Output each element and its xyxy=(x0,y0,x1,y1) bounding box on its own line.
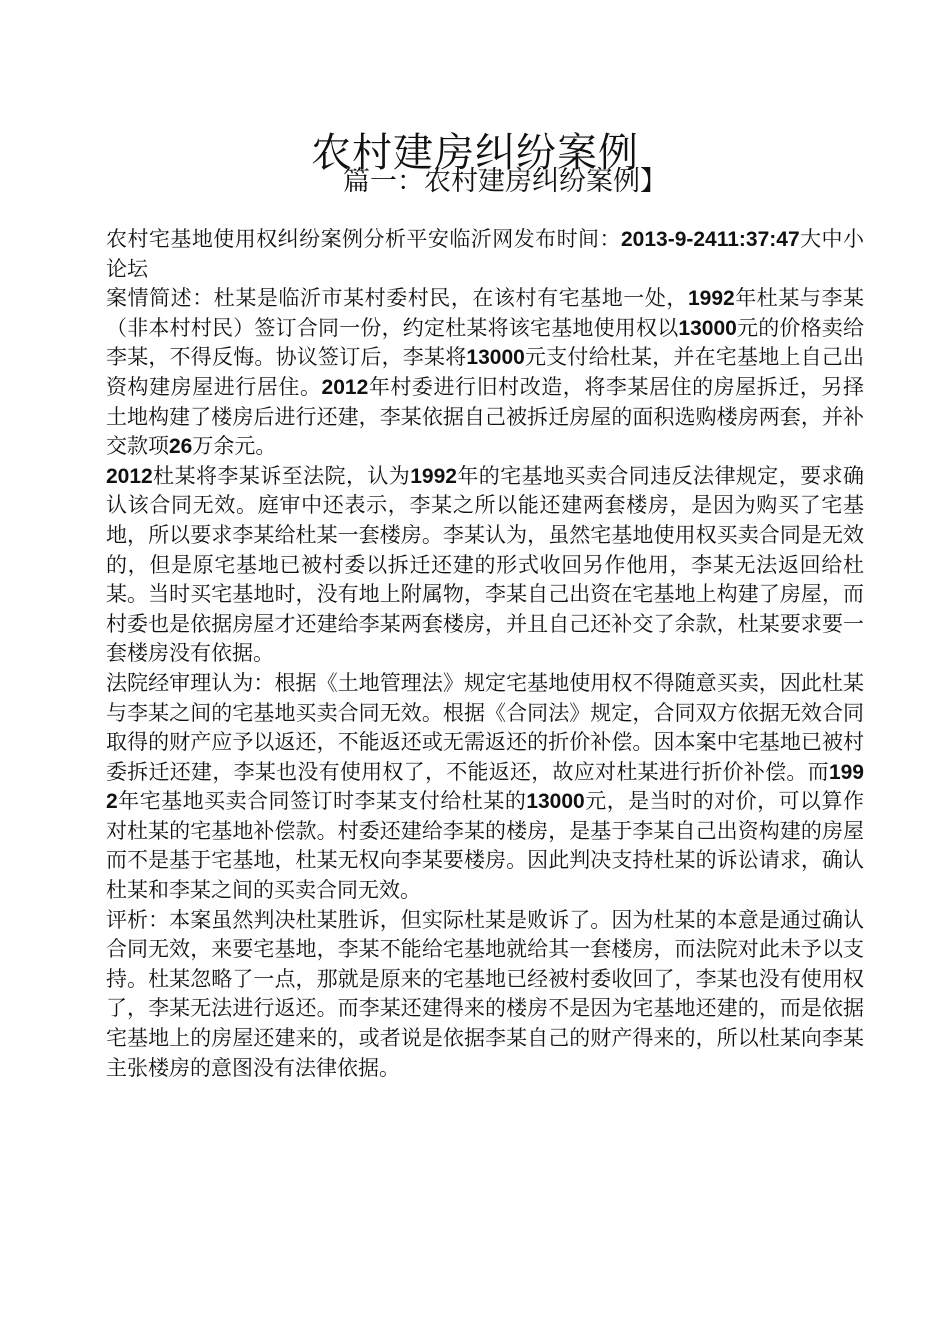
paragraph-commentary: 评析：本案虽然判决杜某胜诉，但实际杜某是败诉了。因为杜某的本意是通过确认合同无效，来要宅基地，李某不能给宅基地就给其一套楼房，而法院对此未予以支持。杜某忽略了一点，那就是原来的宅基地已经被村委收回了，李某也没有使用权了，李某无法进行返还。而李某还建得来的楼房不是因为宅基地还建的，而是依据宅基地上的房屋还建来的，或者说是依据李某自己的财产得来的，所以杜某向李某主张楼房的意图没有法律依据。 xyxy=(106,907,864,1080)
document-subtitle: 篇一：农村建房纠纷案例】 xyxy=(343,166,667,197)
paragraph-court-ruling: 法院经审理认为：根据《土地管理法》规定宅基地使用权不得随意买卖，因此杜某与李某之间的宅基地买卖合同无效。根据《合同法》规定，合同双方依据无效合同取得的财产应予以返还，不能返还或无需返还的折价补偿。因本案中宅基地已被村委拆迁还建，李某也没有使用权了，不能返还，故应对杜某进行折价补偿。而1992年宅基地买卖合同签订时李某支付给杜某的13000元，是当时的对价，可以算作对杜某的宅基地补偿款。村委还建给李某的楼房，是基于李某自己出资构建的房屋而不是基于宅基地，杜某无权向李某要楼房。因此判决支持杜某的诉讼请求，确认杜某和李某之间的买卖合同无效。 xyxy=(106,670,864,903)
paragraph-publish-info: 农村宅基地使用权纠纷案例分析平安临沂网发布时间：2013-9-2411:37:47大中小论坛 xyxy=(106,227,865,281)
document-body xyxy=(106,225,864,1083)
paragraph-lawsuit: 2012杜某将李某诉至法院，认为1992年的宅基地买卖合同违反法律规定，要求确认该合同无效。庭审中还表示，李某之所以能还建两套楼房，是因为购买了宅基地，所以要求李某给杜某一套楼房。李某认为，虽然宅基地使用权买卖合同是无效的，但是原宅基地已被村委以拆迁还建的形式收回另作他用，李某无法返回给杜某。当时买宅基地时，没有地上附属物，李某自己出资在宅基地上构建了房屋，而村委也是依据房屋才还建给李某两套楼房，并且自己还补交了余款，杜某要求要一套楼房没有依据。 xyxy=(106,463,865,666)
document-title: 农村建房纠纷案例 xyxy=(311,129,639,176)
paragraph-case-summary: 案情简述：杜某是临沂市某村委村民，在该村有宅基地一处，1992年杜某与李某（非本村村民）签订合同一份，约定杜某将该宅基地使用权以13000元的价格卖给李某，不得反悔。协议签订后，李某将13000元支付给杜某，并在宅基地上自己出资构建房屋进行居住。2012年村委进行旧村改造，将李某居住的房屋拆迁，另择土地构建了楼房后进行还建，李某依据自己被拆迁房屋的面积选购楼房两套，并补交款项26万余元。 xyxy=(106,286,865,459)
